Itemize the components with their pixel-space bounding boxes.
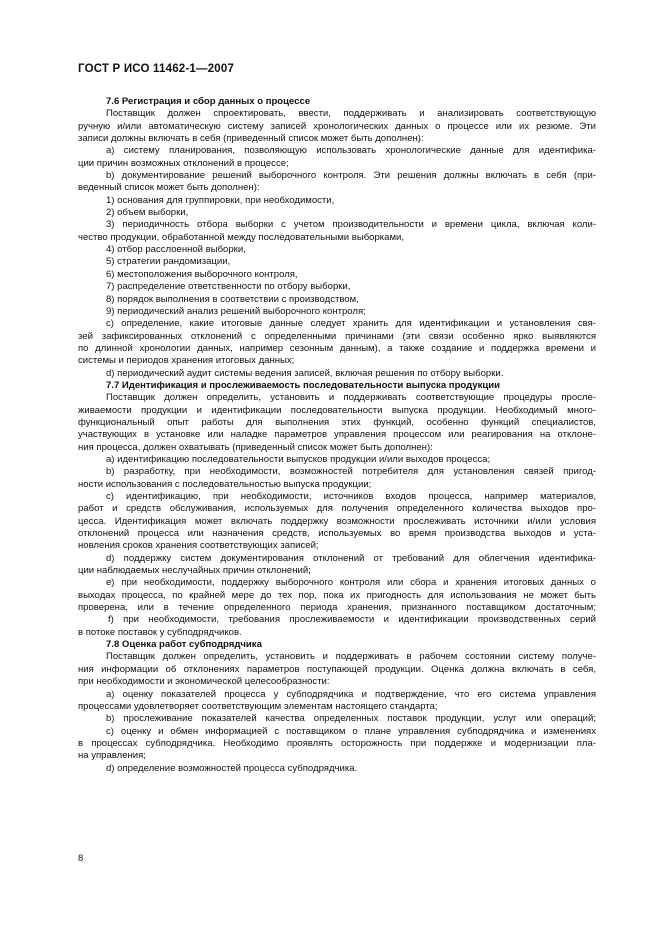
section-heading: 7.8 Оценка работ субподрядчика [106, 639, 262, 651]
text-line: d) поддержку систем документирования отклонений от требований для облегчения идентифика- [106, 552, 596, 564]
text-line: ния информации об отклонениях параметров поступающей продукции. Оценка должна включать в себя, [78, 663, 596, 675]
text-line: 1) основания для группировки, при необходимости, [106, 194, 335, 206]
text-line: цесса. Идентификация может включать поддержку возможности прослеживать источники и/или условия [78, 515, 596, 527]
text-line: c) оценку и обмен информацией с поставщиком о плане управления субподрядчика и изменениях [106, 725, 596, 737]
text-line: на управления; [78, 750, 146, 762]
text-line: ния процесса, должен охватывать (приведенный список может быть дополнен): [78, 441, 433, 453]
text-line: c) определение, какие итоговые данные следует хранить для идентификации и установления свя- [106, 318, 596, 330]
text-line: 3) периодичность отбора выборки с учетом производительности и времени цикла, включая коли- [106, 219, 596, 231]
text-line: e) при необходимости, поддержку выборочного контроля или сбора и хранения итоговых данных о [106, 577, 596, 589]
text-line: a) идентификацию последовательности выпусков продукции и/или выходов процесса; [106, 453, 491, 465]
text-line: 5) стратегии рандомизации, [106, 256, 231, 268]
text-line: 9) периодический анализ решений выборочного контроля; [106, 305, 366, 317]
text-line: 7) распределение ответственности по отбору выборки, [106, 281, 351, 293]
text-line: ручную и/или автоматическую систему записей хронологических данных о процессе или их резюме. Эти [78, 120, 596, 132]
text-line: d) определение возможностей процесса субподрядчика. [106, 762, 358, 774]
text-line: живаемости продукции и идентификации последовательности выпуска продукции. Необходимый много- [78, 404, 596, 416]
text-line: процессами удовлетворяет соответствующим элементам настоящего стандарта; [78, 700, 438, 712]
text-line: системы и периодов хранения итоговых данных; [78, 355, 295, 367]
text-line: в потоке поставок у субподрядчиков. [78, 626, 242, 638]
text-line: b) разработку, при необходимости, возможностей потребителя для установления связей пригод- [106, 466, 596, 478]
text-line: b) документирование решений выборочного контроля. Эти решения должны включать в себя (при- [106, 170, 596, 182]
text-line: ции наблюдаемых неслучайных причин отклонений; [78, 565, 311, 577]
text-line: чество продукции, обработанной между последовательными выборками, [78, 231, 405, 243]
text-line: участвующих в установке или наладке параметров управления процессом или реагирования на отклоне- [78, 429, 596, 441]
text-line: в процессах субподрядчика. Необходимо проявлять осторожность при поддержке и модернизации пла- [78, 737, 596, 749]
text-line: Поставщик должен определить, установить и поддерживать в рабочем состоянии систему получе- [106, 651, 596, 663]
text-line: записи должны включать в себя (приведенный список может быть дополнен): [78, 133, 424, 145]
text-line: выходах процесса, по крайней мере до тех пор, пока их пригодность для использования не может быть [78, 589, 596, 601]
text-line: по длинной хронологии данных, например сезонным данным), а также создание и поддержка времени и [78, 342, 596, 354]
text-line: a) оценку показателей процесса у субподрядчика и подтверждение, что его система управления [106, 688, 596, 700]
document-header: ГОСТ Р ИСО 11462-1—2007 [78, 63, 235, 75]
text-line: c) идентификацию, при необходимости, источников входов процесса, например материалов, [106, 491, 596, 502]
text-line: Поставщик должен определить, установить и поддерживать соответствующие процедуры просле- [106, 392, 596, 404]
text-line: работ и средств обслуживания, используемых для получения определенного количества выходов про- [78, 503, 596, 515]
text-line: d) периодический аудит системы ведения записей, включая решения по отбору выборки. [106, 367, 504, 379]
page-number: 8 [78, 853, 84, 864]
text-line: при необходимости и экономической целесообразности: [78, 676, 330, 688]
text-line: f) при необходимости, требования прослеживаемости и идентификации производственных серий [108, 614, 596, 626]
text-line: функциональный опыт работы для выполнения этих функций, особенно функций специалистов, [78, 416, 596, 428]
text-line: отклонений процесса или назначения средств, используемых во время производства выходов и уста- [78, 528, 596, 540]
text-line: проверена, или в течение определенного периода хранения, признанного поставщиком достаточным; [78, 602, 596, 614]
text-line: 4) отбор расслоенной выборки, [106, 244, 246, 256]
section-heading: 7.6 Регистрация и сбор данных о процессе [106, 96, 311, 107]
text-line: 2) объем выборки, [106, 207, 189, 219]
text-line: a) систему планирования, позволяющую использовать хронологические данные для идентифика- [106, 145, 596, 157]
text-line: Поставщик должен спроектировать, ввести, поддерживать и анализировать соответствующую [106, 108, 596, 120]
text-line: b) прослеживание показателей качества определенных поставок продукции, услуг или операций; [106, 713, 596, 725]
document-body [78, 96, 596, 775]
text-line: ности использования с последовательностью выпуска продукции; [78, 478, 372, 490]
text-line: ции причин возможных отклонений в процессе; [78, 157, 289, 169]
section-heading: 7.7 Идентификация и прослеживаемость последовательности выпуска продукции [106, 379, 500, 391]
text-line: веденный список может быть дополнен): [78, 182, 260, 194]
text-line: зей зафиксированных отклонений с определенными причинами (эти связи особенно ярко выявляются [78, 330, 596, 342]
text-line: новления сроков хранения соответствующих записей; [78, 540, 319, 552]
text-line: 6) местоположения выборочного контроля, [106, 268, 298, 280]
text-line: 8) порядок выполнения в соответствии с производством, [106, 293, 359, 305]
